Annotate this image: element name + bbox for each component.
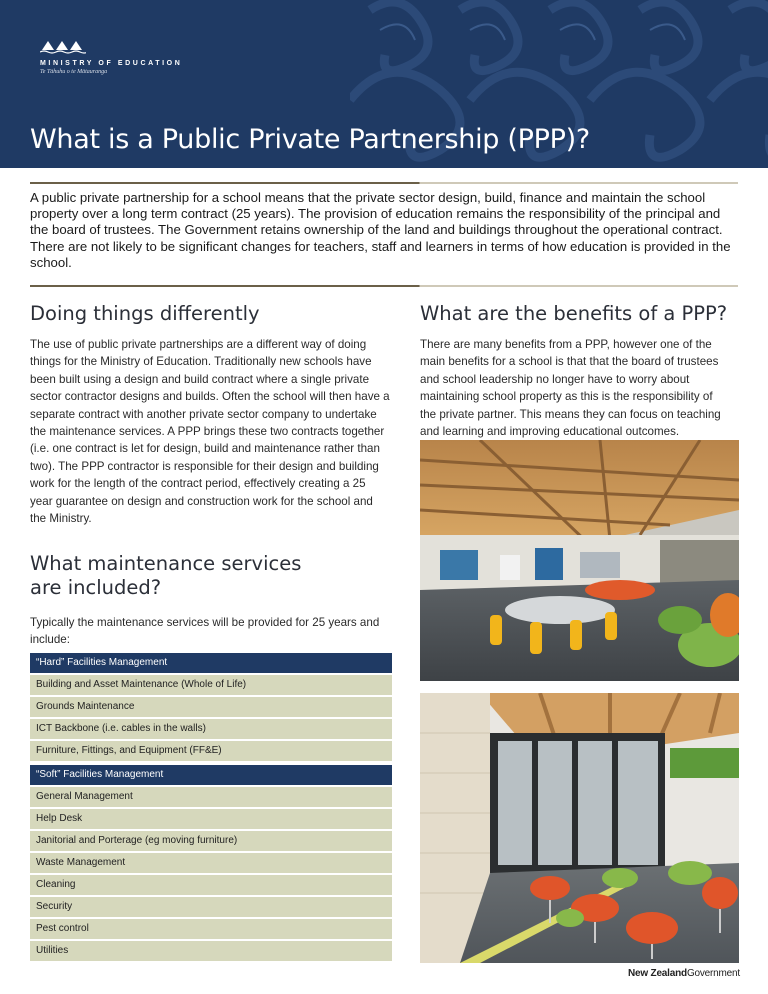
hard-fm-heading: “Hard” Facilities Management: [30, 653, 392, 673]
classroom-photo: [420, 440, 739, 681]
service-row: Help Desk: [30, 809, 392, 829]
benefits-body: There are many benefits from a PPP, however one of the main benefits for a school is that that the board of trustees and school leadership no longer have to worry about maintaining school property as this is the responsibility of the private partner. This means they can focus on teaching and learning and improving educational outcomes.: [420, 338, 721, 439]
benefits-heading: What are the benefits of a PPP?: [420, 302, 728, 325]
service-row: General Management: [30, 787, 392, 807]
divider: [30, 182, 738, 184]
brand-nz: New Zealand: [628, 968, 687, 979]
service-row: Cleaning: [30, 875, 392, 895]
org-name: MINISTRY OF EDUCATION: [40, 60, 183, 67]
maintenance-heading: [30, 552, 370, 600]
service-row: Utilities: [30, 941, 392, 961]
doing-differently-body: The use of public private partnerships are a different way of doing things for the Ministry of Education. Traditionally new schools have been built using a design and build contract where a single private sector contractor designs and builds. Often the school will then have a separate contract with another private sector company to undertake the maintenance services. A PPP brings these two contracts together (i.e. one contract is let for design, build and maintenance rather than two). The PPP contractor is responsible for their design and building work for the length of the contract period, effectively creating a 25 year guarantee on design and construction work for the school and the Ministry.: [30, 338, 390, 526]
lounge-photo: [420, 693, 739, 963]
maintenance-body: Typically the maintenance services will be provided for 25 years and include:: [30, 616, 380, 646]
intro-paragraph: A public private partnership for a school means that the private sector design, build, finance and maintain the school property over a long term contract (25 years). The provision of education remains the responsibility of the principal and the board of trustees. The Government retains ownership of the land and buildings throughout the operational contract. There are not likely to be significant changes for teachers, staff and learners in terms of how education is provided in the school.: [30, 190, 731, 270]
service-row: Waste Management: [30, 853, 392, 873]
divider: [30, 285, 738, 287]
brand-gov: Government: [686, 968, 740, 979]
service-row: Building and Asset Maintenance (Whole of Life): [30, 675, 392, 695]
services-table: [30, 653, 392, 963]
service-row: Security: [30, 897, 392, 917]
service-row: Pest control: [30, 919, 392, 939]
page-title: What is a Public Private Partnership (PPP)?: [30, 124, 590, 155]
mountain-logo-icon: [40, 38, 86, 56]
ministry-logo: [40, 38, 182, 75]
classroom-illustration-icon: [420, 440, 739, 681]
maintenance-heading-line1: What maintenance services: [30, 552, 302, 575]
service-row: Janitorial and Porterage (eg moving furniture): [30, 831, 392, 851]
maintenance-heading-line2: are included?: [30, 576, 162, 599]
service-row: Furniture, Fittings, and Equipment (FF&E): [30, 741, 392, 761]
org-subtitle: Te Tāhuhu o te Mātauranga: [40, 69, 108, 75]
soft-fm-heading: “Soft” Facilities Management: [30, 765, 392, 785]
doing-differently-heading: Doing things differently: [30, 302, 260, 325]
service-row: ICT Backbone (i.e. cables in the walls): [30, 719, 392, 739]
lounge-illustration-icon: [420, 693, 739, 963]
nz-government-brand: [628, 968, 740, 979]
header-banner: [0, 0, 768, 168]
service-row: Grounds Maintenance: [30, 697, 392, 717]
